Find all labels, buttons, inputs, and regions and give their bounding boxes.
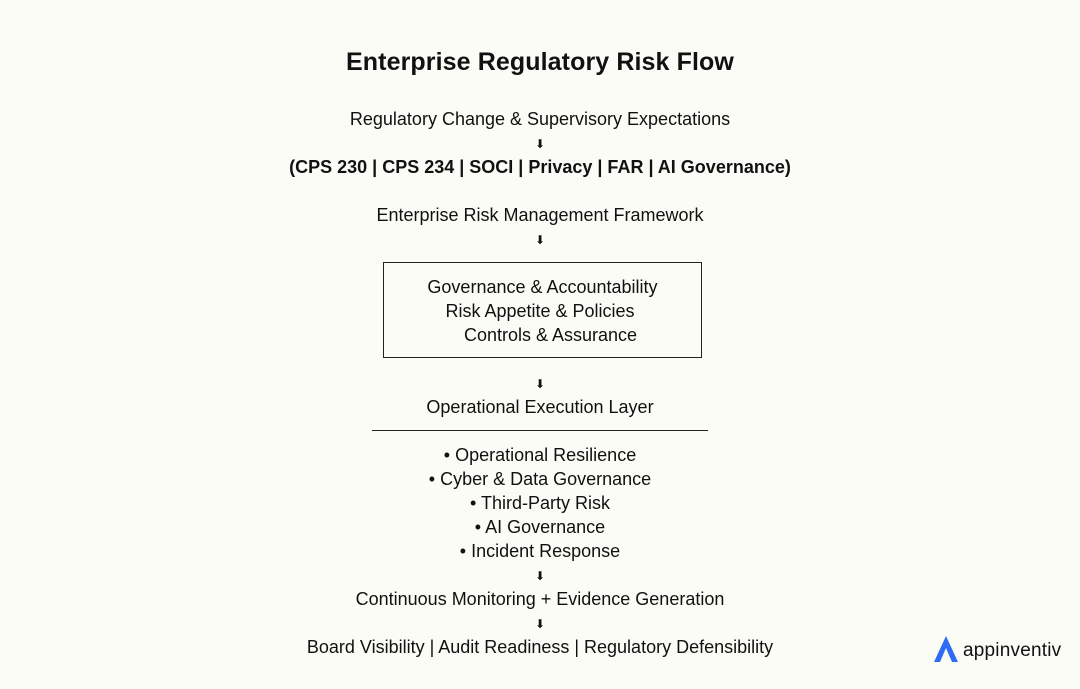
flow-arrow: ⬇: [534, 137, 546, 151]
flow-arrow: ⬇: [534, 233, 546, 247]
flow-arrow: ⬇: [534, 377, 546, 391]
execution-item: • Operational Resilience: [443, 445, 637, 465]
execution-item: • Incident Response: [459, 541, 621, 561]
step-regulatory-change: Regulatory Change & Supervisory Expectations: [349, 109, 731, 129]
execution-item: • Cyber & Data Governance: [428, 469, 652, 489]
brand-logo-text: appinventiv: [963, 640, 1062, 661]
flow-arrow: ⬇: [534, 617, 546, 631]
flow-arrow: ⬇: [534, 569, 546, 583]
brand-logo: [933, 636, 1061, 666]
framework-item: Controls & Assurance: [463, 325, 638, 345]
framework-item: Governance & Accountability: [427, 277, 658, 297]
diagram-title: Enterprise Regulatory Risk Flow: [346, 48, 734, 76]
execution-item: • Third-Party Risk: [470, 493, 610, 513]
step-regulations-list: (CPS 230 | CPS 234 | SOCI | Privacy | FAR | AI Governance): [289, 157, 791, 177]
step-continuous-monitoring: Continuous Monitoring + Evidence Generation: [355, 589, 725, 609]
section-divider: [372, 430, 708, 431]
step-board-visibility: Board Visibility | Audit Readiness | Regulatory Defensibility: [306, 637, 774, 657]
step-erm-framework: Enterprise Risk Management Framework: [376, 205, 704, 225]
framework-item: Risk Appetite & Policies: [445, 301, 635, 321]
appinventiv-a-icon: [933, 635, 959, 668]
step-operational-execution: Operational Execution Layer: [426, 397, 654, 417]
execution-item: • AI Governance: [474, 517, 606, 537]
